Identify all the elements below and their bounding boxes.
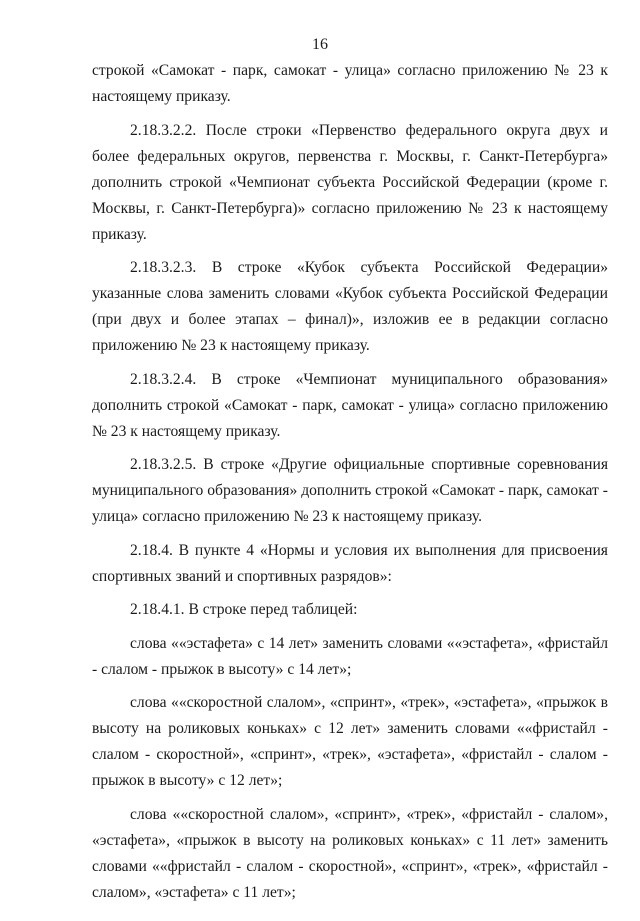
paragraph: 2.18.3.2.3. В строке «Кубок субъекта Российской Федерации» указанные слова заменить словами «Кубок субъекта Российской Федерации (при двух и более этапах – финал)», изложив ее в редакции согласно приложению № 23 к настоящему приказу.	[92, 259, 608, 354]
paragraph: 2.18.3.2.4. В строке «Чемпионат муниципального образования» дополнить строкой «Самокат - парк, самокат - улица» согласно приложению № 23 к настоящему приказу.	[92, 370, 608, 440]
paragraph: слова ««скоростной слалом», «спринт», «трек», «эстафета», «прыжок в высоту на роликовых коньках» с 12 лет» заменить словами ««фристайл - слалом - скоростной», «спринт», «трек», «эстафета», «фристайл - слалом - прыжок в высоту» с 12 лет»;	[92, 694, 608, 789]
paragraph: 2.18.4.1. В строке перед таблицей:	[130, 601, 358, 618]
paragraph: 2.18.3.2.5. В строке «Другие официальные спортивные соревнования муниципального образования» дополнить строкой «Самокат - парк, самокат - улица» согласно приложению № 23 к настоящему приказу.	[92, 456, 608, 525]
paragraph: 2.18.4. В пункте 4 «Нормы и условия их выполнения для присвоения спортивных званий и спортивных разрядов»:	[92, 541, 608, 585]
paragraph: слова ««эстафета» с 14 лет» заменить словами ««эстафета», «фристайл - слалом - прыжок в высоту» с 14 лет»;	[92, 634, 608, 678]
page-number: 16	[312, 36, 328, 53]
paragraph: слова ««скоростной слалом», «спринт», «трек», «фристайл - слалом», «эстафета», «прыжок в высоту на роликовых коньках» с 11 лет» заменить словами ««фристайл - слалом - скоростной», «спринт», «трек», «фристайл - слалом», «эстафета» с 11 лет»;	[92, 805, 608, 901]
document-body	[92, 58, 608, 913]
paragraph: строкой «Самокат - парк, самокат - улица» согласно приложению № 23 к настоящему приказу.	[92, 62, 608, 105]
paragraph: 2.18.3.2.2. После строки «Первенство федерального округа двух и более федеральных округов, первенства г. Москвы, г. Санкт-Петербурга» дополнить строкой «Чемпионат субъекта Российской Федерации (кроме г. Москвы, г. Санкт-Петербурга)» согласно приложению № 23 к настоящему приказу.	[92, 121, 608, 243]
